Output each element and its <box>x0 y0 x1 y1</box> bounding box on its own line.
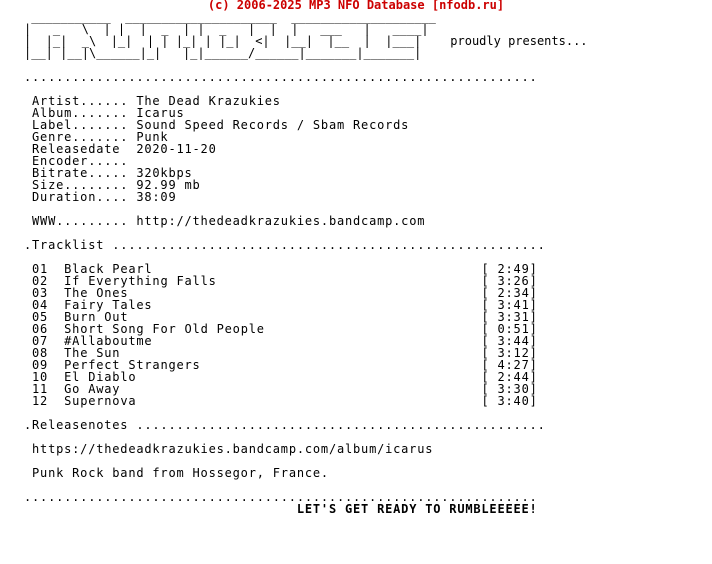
footer-tagline: LET'S GET READY TO RUMBLEEEEE! <box>296 502 538 516</box>
info-field <box>24 191 588 203</box>
track-title: Burn Out <box>64 310 129 324</box>
info-value: Punk <box>136 130 169 144</box>
info-label: Genre....... <box>24 130 137 144</box>
info-value: Icarus <box>136 106 185 120</box>
track-title: The Sun <box>64 346 121 360</box>
track-title: #Allaboutme <box>64 334 153 348</box>
track-title: The Ones <box>64 286 129 300</box>
info-label: Size........ <box>24 178 137 192</box>
track-title: If Everything Falls <box>64 274 217 288</box>
track-duration: [ 2:49] <box>481 262 538 276</box>
www-link[interactable]: http://thedeadkrazukies.bandcamp.com <box>136 214 426 228</box>
track-number: 12 <box>32 394 49 408</box>
separator: ................................................................ <box>24 70 538 84</box>
info-label: Releasedate <box>24 142 137 156</box>
track-duration: [ 3:31] <box>481 310 538 324</box>
rumble-logo-line: | _ \ | | | _ | | _ | | | ___ | ____| <box>24 22 429 36</box>
info-label: Duration.... <box>24 190 137 204</box>
info-value: The Dead Krazukies <box>136 94 281 108</box>
info-label: Artist...... <box>24 94 137 108</box>
track-title: El Diablo <box>64 370 137 384</box>
nfodb-header[interactable]: (c) 2006-2025 MP3 NFO Database [nfodb.ru] <box>207 0 505 12</box>
track-number: 09 <box>32 358 49 372</box>
track-number: 08 <box>32 346 49 360</box>
track-title: Fairy Tales <box>64 298 153 312</box>
track-row <box>24 395 588 407</box>
track-duration: [ 3:12] <box>481 346 538 360</box>
track-number: 05 <box>32 310 49 324</box>
track-title: Go Away <box>64 382 121 396</box>
info-label: WWW......... <box>24 214 137 228</box>
rumble-logo-line: ___________ _____________________ ____________________ <box>24 10 436 24</box>
www-field <box>24 215 588 227</box>
track-duration: [ 2:34] <box>481 286 538 300</box>
info-value: 92.99 mb <box>136 178 201 192</box>
separator: ................................................................ <box>24 490 538 504</box>
track-duration: [ 3:26] <box>481 274 538 288</box>
track-number: 11 <box>32 382 49 396</box>
track-duration: [ 3:30] <box>481 382 538 396</box>
info-label: Encoder..... <box>24 154 137 168</box>
info-value: 2020-11-20 <box>136 142 217 156</box>
track-number: 04 <box>32 298 49 312</box>
releasenotes-heading: .Releasenotes ................................................... <box>24 418 546 432</box>
track-title: Black Pearl <box>64 262 153 276</box>
track-duration: [ 3:44] <box>481 334 538 348</box>
info-label: Album....... <box>24 106 137 120</box>
track-number: 01 <box>32 262 49 276</box>
tracklist-heading: .Tracklist ...................................................... <box>24 238 546 252</box>
info-label: Bitrate..... <box>24 166 137 180</box>
releasenotes-text-line <box>24 467 588 479</box>
album-link[interactable]: https://thedeadkrazukies.bandcamp.com/album/icarus <box>32 442 434 456</box>
track-duration: [ 3:41] <box>481 298 538 312</box>
track-title: Perfect Strangers <box>64 358 201 372</box>
track-title: Short Song For Old People <box>64 322 265 336</box>
rumble-logo-line: | |_| _\ |_| | | |_| | |_| <| |__| |__ | |___| proudly presents... <box>24 34 588 48</box>
track-duration: [ 4:27] <box>481 358 538 372</box>
releasenotes-url-line <box>24 443 588 455</box>
track-number: 10 <box>32 370 49 384</box>
track-duration: [ 3:40] <box>481 394 538 408</box>
track-number: 02 <box>32 274 49 288</box>
info-label: Label....... <box>24 118 137 132</box>
info-value: 320kbps <box>136 166 193 180</box>
proudly-presents: proudly presents... <box>450 34 588 48</box>
track-title: Supernova <box>64 394 137 408</box>
track-number: 07 <box>32 334 49 348</box>
footer-line <box>24 503 588 515</box>
track-number: 03 <box>32 286 49 300</box>
info-value: Sound Speed Records / Sbam Records <box>136 118 410 132</box>
track-duration: [ 0:51] <box>481 322 538 336</box>
track-duration: [ 2:44] <box>481 370 538 384</box>
track-number: 06 <box>32 322 49 336</box>
rumble-logo-line: |__| |__|\______|_| |_|______/______|_______|_______| <box>24 46 422 60</box>
info-value: 38:09 <box>136 190 177 204</box>
releasenotes-text: Punk Rock band from Hossegor, France. <box>32 466 329 480</box>
nfo-document <box>24 11 588 515</box>
